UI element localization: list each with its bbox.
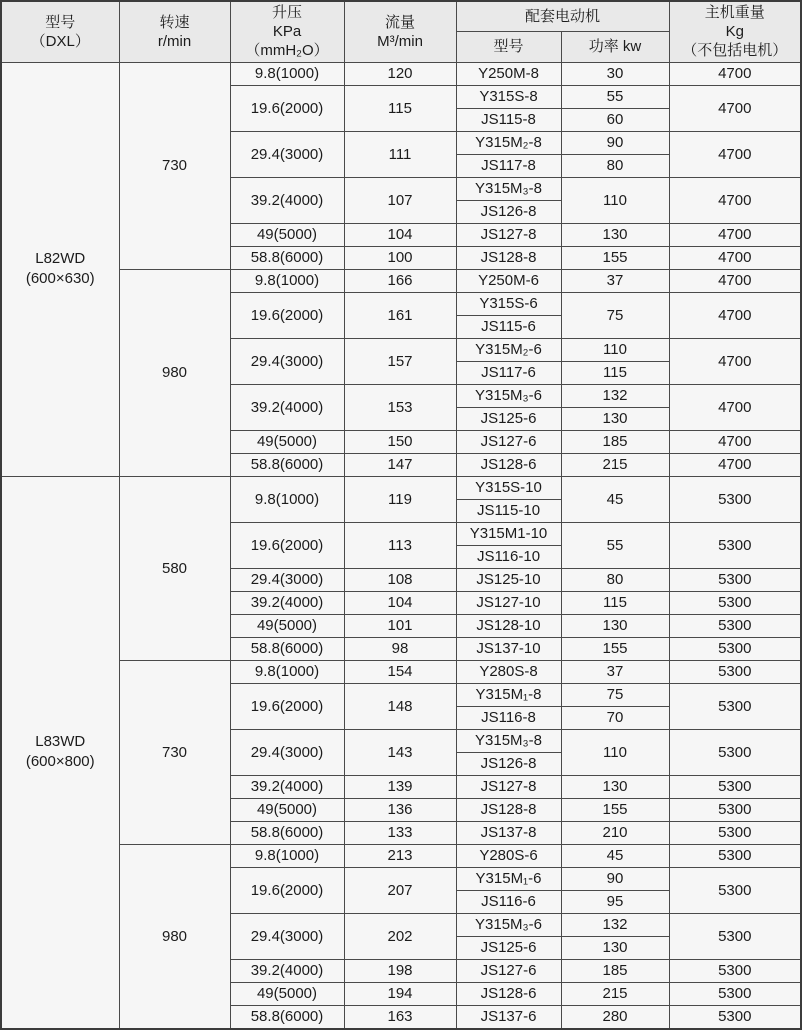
cell-flow: 133 bbox=[344, 821, 456, 844]
cell-motor-power: 80 bbox=[561, 568, 669, 591]
header-speed-line1: 转速 bbox=[159, 13, 190, 31]
header-weight-line3: （不包括电机） bbox=[682, 42, 788, 60]
cell-pressure: 58.8(6000) bbox=[230, 246, 344, 269]
cell-pressure: 58.8(6000) bbox=[230, 1005, 344, 1029]
cell-motor-model: JS126-8 bbox=[456, 200, 561, 223]
header-pressure-line3: （mmH₂O） bbox=[245, 42, 329, 60]
cell-weight: 4700 bbox=[669, 223, 801, 246]
model-size: (600×800) bbox=[25, 753, 95, 770]
cell-pressure: 9.8(1000) bbox=[230, 660, 344, 683]
cell-flow: 154 bbox=[344, 660, 456, 683]
cell-motor-model: Y315S-8 bbox=[456, 85, 561, 108]
cell-model bbox=[1, 476, 119, 1029]
cell-flow: 139 bbox=[344, 775, 456, 798]
cell-flow: 107 bbox=[344, 177, 456, 223]
cell-flow: 115 bbox=[344, 85, 456, 131]
cell-motor-model: JS128-10 bbox=[456, 614, 561, 637]
cell-weight: 5300 bbox=[669, 476, 801, 522]
cell-flow: 163 bbox=[344, 1005, 456, 1029]
cell-weight: 5300 bbox=[669, 522, 801, 568]
cell-motor-model: Y280S-8 bbox=[456, 660, 561, 683]
cell-weight: 4700 bbox=[669, 384, 801, 430]
cell-pressure: 49(5000) bbox=[230, 614, 344, 637]
cell-flow: 120 bbox=[344, 62, 456, 85]
spec-table-body bbox=[1, 62, 801, 1029]
cell-motor-model: JS125-6 bbox=[456, 407, 561, 430]
header-pressure-line2: KPa bbox=[272, 23, 302, 41]
cell-speed: 980 bbox=[119, 269, 230, 476]
cell-flow: 213 bbox=[344, 844, 456, 867]
header-weight bbox=[669, 1, 801, 62]
cell-weight: 4700 bbox=[669, 430, 801, 453]
cell-motor-model: JS116-10 bbox=[456, 545, 561, 568]
cell-motor-model: JS117-8 bbox=[456, 154, 561, 177]
header-weight-line2: Kg bbox=[725, 23, 744, 41]
cell-pressure: 19.6(2000) bbox=[230, 867, 344, 913]
model-name: L83WD bbox=[35, 733, 86, 750]
cell-motor-power: 215 bbox=[561, 453, 669, 476]
cell-speed: 980 bbox=[119, 844, 230, 1029]
header-speed bbox=[119, 1, 230, 62]
cell-motor-power: 90 bbox=[561, 131, 669, 154]
cell-motor-power: 55 bbox=[561, 85, 669, 108]
cell-weight: 5300 bbox=[669, 637, 801, 660]
cell-motor-model: JS127-6 bbox=[456, 959, 561, 982]
cell-pressure: 29.4(3000) bbox=[230, 338, 344, 384]
cell-motor-model: JS127-10 bbox=[456, 591, 561, 614]
cell-motor-model: JS128-6 bbox=[456, 453, 561, 476]
header-flow-line2: M³/min bbox=[377, 32, 423, 50]
cell-motor-power: 95 bbox=[561, 890, 669, 913]
cell-motor-power: 155 bbox=[561, 637, 669, 660]
cell-flow: 101 bbox=[344, 614, 456, 637]
cell-weight: 5300 bbox=[669, 614, 801, 637]
cell-flow: 108 bbox=[344, 568, 456, 591]
cell-flow: 100 bbox=[344, 246, 456, 269]
cell-weight: 5300 bbox=[669, 683, 801, 729]
cell-pressure: 29.4(3000) bbox=[230, 568, 344, 591]
cell-flow: 166 bbox=[344, 269, 456, 292]
cell-motor-power: 45 bbox=[561, 476, 669, 522]
cell-motor-model: Y315M₂-8 bbox=[456, 131, 561, 154]
cell-pressure: 19.6(2000) bbox=[230, 292, 344, 338]
table-row bbox=[1, 269, 801, 292]
cell-motor-power: 132 bbox=[561, 384, 669, 407]
header-model bbox=[1, 1, 119, 62]
cell-motor-model: JS127-8 bbox=[456, 223, 561, 246]
cell-weight: 5300 bbox=[669, 591, 801, 614]
cell-motor-model: JS127-8 bbox=[456, 775, 561, 798]
header-motor-group: 配套电动机 bbox=[456, 1, 669, 31]
cell-weight: 4700 bbox=[669, 453, 801, 476]
cell-weight: 4700 bbox=[669, 269, 801, 292]
table-row bbox=[1, 476, 801, 499]
cell-motor-model: Y315M₁-8 bbox=[456, 683, 561, 706]
cell-weight: 5300 bbox=[669, 660, 801, 683]
cell-weight: 4700 bbox=[669, 177, 801, 223]
header-speed-line2: r/min bbox=[157, 32, 192, 50]
cell-motor-power: 215 bbox=[561, 982, 669, 1005]
cell-motor-model: Y250M-8 bbox=[456, 62, 561, 85]
cell-pressure: 29.4(3000) bbox=[230, 729, 344, 775]
cell-pressure: 19.6(2000) bbox=[230, 683, 344, 729]
cell-motor-power: 130 bbox=[561, 775, 669, 798]
cell-model bbox=[1, 62, 119, 476]
cell-weight: 4700 bbox=[669, 292, 801, 338]
cell-pressure: 49(5000) bbox=[230, 223, 344, 246]
cell-motor-power: 55 bbox=[561, 522, 669, 568]
table-row bbox=[1, 660, 801, 683]
cell-motor-power: 280 bbox=[561, 1005, 669, 1029]
cell-weight: 5300 bbox=[669, 729, 801, 775]
cell-speed: 730 bbox=[119, 660, 230, 844]
header-pressure-line1: 升压 bbox=[271, 4, 302, 22]
cell-pressure: 39.2(4000) bbox=[230, 959, 344, 982]
cell-motor-power: 75 bbox=[561, 292, 669, 338]
cell-motor-power: 37 bbox=[561, 660, 669, 683]
cell-motor-model: JS125-10 bbox=[456, 568, 561, 591]
cell-weight: 4700 bbox=[669, 85, 801, 131]
cell-pressure: 19.6(2000) bbox=[230, 85, 344, 131]
cell-flow: 161 bbox=[344, 292, 456, 338]
cell-motor-power: 155 bbox=[561, 798, 669, 821]
cell-flow: 119 bbox=[344, 476, 456, 522]
cell-speed: 580 bbox=[119, 476, 230, 660]
cell-motor-model: Y315M₂-6 bbox=[456, 338, 561, 361]
cell-motor-model: Y280S-6 bbox=[456, 844, 561, 867]
cell-motor-model: Y315S-6 bbox=[456, 292, 561, 315]
cell-flow: 148 bbox=[344, 683, 456, 729]
cell-weight: 5300 bbox=[669, 867, 801, 913]
cell-motor-power: 90 bbox=[561, 867, 669, 890]
cell-motor-model: JS126-8 bbox=[456, 752, 561, 775]
cell-motor-model: JS115-6 bbox=[456, 315, 561, 338]
cell-weight: 5300 bbox=[669, 959, 801, 982]
cell-motor-power: 132 bbox=[561, 913, 669, 936]
cell-motor-model: Y315M1-10 bbox=[456, 522, 561, 545]
header-motor-power: 功率 kw bbox=[561, 31, 669, 62]
cell-weight: 5300 bbox=[669, 982, 801, 1005]
table-row bbox=[1, 844, 801, 867]
header-flow-line1: 流量 bbox=[384, 13, 415, 31]
cell-motor-power: 130 bbox=[561, 936, 669, 959]
cell-motor-power: 110 bbox=[561, 338, 669, 361]
cell-weight: 5300 bbox=[669, 821, 801, 844]
cell-flow: 136 bbox=[344, 798, 456, 821]
cell-pressure: 49(5000) bbox=[230, 798, 344, 821]
cell-pressure: 58.8(6000) bbox=[230, 453, 344, 476]
cell-motor-power: 110 bbox=[561, 177, 669, 223]
table-row bbox=[1, 62, 801, 85]
cell-motor-power: 45 bbox=[561, 844, 669, 867]
cell-motor-model: JS128-8 bbox=[456, 246, 561, 269]
cell-pressure: 39.2(4000) bbox=[230, 384, 344, 430]
cell-motor-power: 60 bbox=[561, 108, 669, 131]
cell-weight: 4700 bbox=[669, 62, 801, 85]
cell-weight: 4700 bbox=[669, 246, 801, 269]
header-motor-model: 型号 bbox=[456, 31, 561, 62]
cell-motor-model: Y315M₃-8 bbox=[456, 177, 561, 200]
cell-motor-power: 110 bbox=[561, 729, 669, 775]
cell-flow: 150 bbox=[344, 430, 456, 453]
model-name: L82WD bbox=[35, 250, 86, 267]
cell-pressure: 58.8(6000) bbox=[230, 821, 344, 844]
cell-pressure: 39.2(4000) bbox=[230, 177, 344, 223]
cell-pressure: 49(5000) bbox=[230, 430, 344, 453]
cell-pressure: 29.4(3000) bbox=[230, 131, 344, 177]
model-size: (600×630) bbox=[25, 270, 95, 287]
cell-weight: 4700 bbox=[669, 338, 801, 384]
cell-pressure: 58.8(6000) bbox=[230, 637, 344, 660]
cell-motor-model: JS137-8 bbox=[456, 821, 561, 844]
cell-weight: 5300 bbox=[669, 798, 801, 821]
cell-motor-model: JS116-8 bbox=[456, 706, 561, 729]
cell-motor-power: 130 bbox=[561, 614, 669, 637]
cell-motor-power: 185 bbox=[561, 430, 669, 453]
cell-pressure: 39.2(4000) bbox=[230, 775, 344, 798]
header-weight-line1: 主机重量 bbox=[704, 4, 765, 22]
cell-flow: 147 bbox=[344, 453, 456, 476]
cell-flow: 207 bbox=[344, 867, 456, 913]
cell-motor-power: 70 bbox=[561, 706, 669, 729]
cell-flow: 113 bbox=[344, 522, 456, 568]
cell-motor-power: 37 bbox=[561, 269, 669, 292]
cell-motor-power: 30 bbox=[561, 62, 669, 85]
cell-motor-model: Y250M-6 bbox=[456, 269, 561, 292]
cell-pressure: 9.8(1000) bbox=[230, 62, 344, 85]
cell-pressure: 49(5000) bbox=[230, 982, 344, 1005]
cell-motor-model: Y315M₃-6 bbox=[456, 384, 561, 407]
cell-flow: 143 bbox=[344, 729, 456, 775]
cell-motor-model: Y315M₁-6 bbox=[456, 867, 561, 890]
cell-motor-model: JS115-10 bbox=[456, 499, 561, 522]
cell-motor-power: 185 bbox=[561, 959, 669, 982]
cell-weight: 5300 bbox=[669, 1005, 801, 1029]
cell-motor-power: 115 bbox=[561, 361, 669, 384]
cell-pressure: 39.2(4000) bbox=[230, 591, 344, 614]
cell-flow: 104 bbox=[344, 223, 456, 246]
cell-motor-model: JS127-6 bbox=[456, 430, 561, 453]
cell-motor-power: 155 bbox=[561, 246, 669, 269]
cell-pressure: 19.6(2000) bbox=[230, 522, 344, 568]
cell-motor-model: JS117-6 bbox=[456, 361, 561, 384]
cell-motor-model: JS116-6 bbox=[456, 890, 561, 913]
header-pressure bbox=[230, 1, 344, 62]
cell-weight: 4700 bbox=[669, 131, 801, 177]
cell-speed: 730 bbox=[119, 62, 230, 269]
cell-weight: 5300 bbox=[669, 913, 801, 959]
cell-flow: 111 bbox=[344, 131, 456, 177]
cell-flow: 157 bbox=[344, 338, 456, 384]
cell-weight: 5300 bbox=[669, 568, 801, 591]
header-flow bbox=[344, 1, 456, 62]
cell-motor-power: 130 bbox=[561, 407, 669, 430]
cell-pressure: 9.8(1000) bbox=[230, 844, 344, 867]
cell-motor-model: JS128-6 bbox=[456, 982, 561, 1005]
header-model-line1: 型号 bbox=[45, 13, 76, 31]
header-model-line2: （DXL） bbox=[30, 32, 90, 50]
cell-pressure: 9.8(1000) bbox=[230, 476, 344, 522]
cell-flow: 202 bbox=[344, 913, 456, 959]
cell-motor-model: Y315S-10 bbox=[456, 476, 561, 499]
cell-flow: 104 bbox=[344, 591, 456, 614]
cell-weight: 5300 bbox=[669, 775, 801, 798]
cell-motor-power: 130 bbox=[561, 223, 669, 246]
cell-flow: 198 bbox=[344, 959, 456, 982]
cell-motor-model: Y315M₃-8 bbox=[456, 729, 561, 752]
cell-pressure: 29.4(3000) bbox=[230, 913, 344, 959]
cell-pressure: 9.8(1000) bbox=[230, 269, 344, 292]
cell-motor-power: 75 bbox=[561, 683, 669, 706]
cell-motor-model: JS125-6 bbox=[456, 936, 561, 959]
cell-motor-power: 80 bbox=[561, 154, 669, 177]
cell-motor-model: JS137-6 bbox=[456, 1005, 561, 1029]
cell-flow: 153 bbox=[344, 384, 456, 430]
cell-flow: 98 bbox=[344, 637, 456, 660]
cell-motor-power: 210 bbox=[561, 821, 669, 844]
table-header bbox=[1, 1, 801, 62]
cell-motor-model: JS115-8 bbox=[456, 108, 561, 131]
cell-motor-power: 115 bbox=[561, 591, 669, 614]
cell-weight: 5300 bbox=[669, 844, 801, 867]
cell-flow: 194 bbox=[344, 982, 456, 1005]
cell-motor-model: JS128-8 bbox=[456, 798, 561, 821]
cell-motor-model: JS137-10 bbox=[456, 637, 561, 660]
cell-motor-model: Y315M₃-6 bbox=[456, 913, 561, 936]
